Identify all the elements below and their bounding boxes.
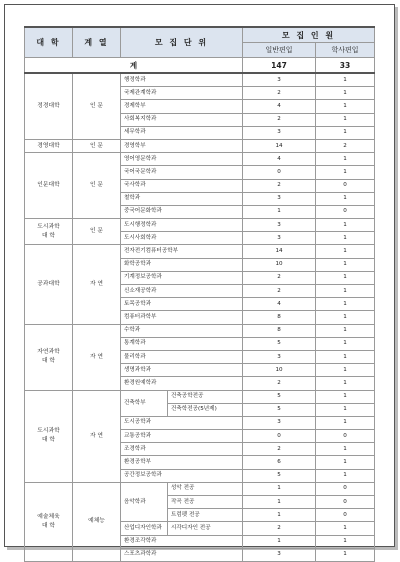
bachelor-count: 1 xyxy=(316,258,375,271)
major-cell: 통계학과 xyxy=(121,337,243,350)
general-count: 1 xyxy=(243,535,316,548)
bachelor-count: 1 xyxy=(316,126,375,139)
bachelor-count: 0 xyxy=(316,430,375,443)
college-cell: 도시과학 대 학 xyxy=(25,219,73,245)
bachelor-count: 1 xyxy=(316,232,375,245)
field-cell: 자 연 xyxy=(73,245,121,324)
bachelor-count: 1 xyxy=(316,390,375,403)
general-count: 14 xyxy=(243,139,316,152)
bachelor-count: 1 xyxy=(316,100,375,113)
major-cell: 교통공학과 xyxy=(121,430,243,443)
parent-major-cell: 음악학과 xyxy=(121,482,168,522)
general-count: 2 xyxy=(243,377,316,390)
field-cell: 인 문 xyxy=(73,73,121,139)
field-cell: 자 연 xyxy=(73,390,121,482)
major-cell: 영어영문학과 xyxy=(121,153,243,166)
college-cell: 경영대학 xyxy=(25,139,73,152)
general-count: 0 xyxy=(243,166,316,179)
field-cell: 예체능 xyxy=(73,482,121,561)
sub-major-cell: 작곡 전공 xyxy=(168,496,243,509)
header-general: 일반편입 xyxy=(243,43,316,58)
total-general: 147 xyxy=(243,58,316,74)
general-count: 5 xyxy=(243,390,316,403)
bachelor-count: 0 xyxy=(316,496,375,509)
bachelor-count: 2 xyxy=(316,139,375,152)
bachelor-count: 1 xyxy=(316,469,375,482)
bachelor-count: 1 xyxy=(316,285,375,298)
total-bachelor: 33 xyxy=(316,58,375,74)
sub-major-cell: 성악 전공 xyxy=(168,482,243,495)
bachelor-count: 1 xyxy=(316,416,375,429)
major-cell: 국어국문학과 xyxy=(121,166,243,179)
major-cell: 도시행정학과 xyxy=(121,219,243,232)
major-cell: 세무학과 xyxy=(121,126,243,139)
major-cell: 신소재공학과 xyxy=(121,285,243,298)
parent-major-cell: 건축학부 xyxy=(121,390,168,416)
college-cell: 도시과학 대 학 xyxy=(25,390,73,482)
general-count: 6 xyxy=(243,456,316,469)
bachelor-count: 1 xyxy=(316,377,375,390)
college-cell: 공과대학 xyxy=(25,245,73,324)
sub-major-cell: 트럼펫 전공 xyxy=(168,509,243,522)
bachelor-count: 1 xyxy=(316,87,375,100)
general-count: 4 xyxy=(243,153,316,166)
general-count: 2 xyxy=(243,522,316,535)
general-count: 14 xyxy=(243,245,316,258)
header-unit: 모 집 단 위 xyxy=(121,27,243,58)
bachelor-count: 1 xyxy=(316,337,375,350)
bachelor-count: 0 xyxy=(316,509,375,522)
general-count: 2 xyxy=(243,271,316,284)
general-count: 3 xyxy=(243,416,316,429)
bachelor-count: 0 xyxy=(316,179,375,192)
major-cell: 수학과 xyxy=(121,324,243,337)
field-cell: 인 문 xyxy=(73,219,121,245)
major-cell: 경영학부 xyxy=(121,139,243,152)
general-count: 2 xyxy=(243,285,316,298)
header-bachelor: 학사편입 xyxy=(316,43,375,58)
major-cell: 생명과학과 xyxy=(121,364,243,377)
general-count: 2 xyxy=(243,443,316,456)
bachelor-count: 1 xyxy=(316,364,375,377)
major-cell: 사회복지학과 xyxy=(121,113,243,126)
bachelor-count: 1 xyxy=(316,548,375,561)
sub-major-cell: 건축공학전공 xyxy=(168,390,243,403)
header-field: 계 열 xyxy=(73,27,121,58)
major-cell: 스포츠과학과 xyxy=(121,548,243,561)
major-cell: 중국어문화학과 xyxy=(121,205,243,218)
general-count: 2 xyxy=(243,113,316,126)
bachelor-count: 1 xyxy=(316,166,375,179)
major-cell: 철학과 xyxy=(121,192,243,205)
general-count: 1 xyxy=(243,496,316,509)
major-cell: 공간정보공학과 xyxy=(121,469,243,482)
general-count: 1 xyxy=(243,205,316,218)
college-cell: 자연과학 대 학 xyxy=(25,324,73,390)
general-count: 3 xyxy=(243,73,316,87)
major-cell: 국제관계학과 xyxy=(121,87,243,100)
major-cell: 환경원예학과 xyxy=(121,377,243,390)
bachelor-count: 1 xyxy=(316,153,375,166)
general-count: 5 xyxy=(243,469,316,482)
bachelor-count: 1 xyxy=(316,443,375,456)
general-count: 3 xyxy=(243,192,316,205)
general-count: 4 xyxy=(243,298,316,311)
total-label: 계 xyxy=(25,58,243,74)
general-count: 1 xyxy=(243,482,316,495)
general-count: 8 xyxy=(243,311,316,324)
major-cell: 화학공학과 xyxy=(121,258,243,271)
bachelor-count: 1 xyxy=(316,535,375,548)
general-count: 3 xyxy=(243,126,316,139)
major-cell: 환경조각학과 xyxy=(121,535,243,548)
bachelor-count: 1 xyxy=(316,113,375,126)
major-cell: 환경공학부 xyxy=(121,456,243,469)
college-cell: 정경대학 xyxy=(25,73,73,139)
major-cell: 경제학부 xyxy=(121,100,243,113)
major-cell: 물리학과 xyxy=(121,350,243,363)
sub-major-cell: 건축학전공(5년제) xyxy=(168,403,243,416)
major-cell: 국사학과 xyxy=(121,179,243,192)
general-count: 10 xyxy=(243,364,316,377)
major-cell: 도시사회학과 xyxy=(121,232,243,245)
general-count: 5 xyxy=(243,403,316,416)
general-count: 3 xyxy=(243,548,316,561)
general-count: 4 xyxy=(243,100,316,113)
bachelor-count: 0 xyxy=(316,205,375,218)
header-college: 대 학 xyxy=(25,27,73,58)
bachelor-count: 1 xyxy=(316,298,375,311)
field-cell: 자 연 xyxy=(73,324,121,390)
bachelor-count: 1 xyxy=(316,245,375,258)
general-count: 3 xyxy=(243,350,316,363)
bachelor-count: 1 xyxy=(316,73,375,87)
bachelor-count: 1 xyxy=(316,324,375,337)
major-cell: 조경학과 xyxy=(121,443,243,456)
major-cell: 도시공학과 xyxy=(121,416,243,429)
bachelor-count: 1 xyxy=(316,350,375,363)
general-count: 10 xyxy=(243,258,316,271)
major-cell: 토목공학과 xyxy=(121,298,243,311)
general-count: 1 xyxy=(243,509,316,522)
general-count: 8 xyxy=(243,324,316,337)
bachelor-count: 1 xyxy=(316,311,375,324)
general-count: 3 xyxy=(243,219,316,232)
college-cell: 예술체육 대 학 xyxy=(25,482,73,561)
recruitment-table xyxy=(24,26,375,562)
header-recruit: 모 집 인 원 xyxy=(243,27,375,43)
bachelor-count: 0 xyxy=(316,482,375,495)
general-count: 5 xyxy=(243,337,316,350)
major-cell: 컴퓨터과학부 xyxy=(121,311,243,324)
general-count: 0 xyxy=(243,430,316,443)
major-cell: 기계정보공학과 xyxy=(121,271,243,284)
general-count: 3 xyxy=(243,232,316,245)
general-count: 2 xyxy=(243,87,316,100)
field-cell: 인 문 xyxy=(73,153,121,219)
general-count: 2 xyxy=(243,179,316,192)
bachelor-count: 1 xyxy=(316,522,375,535)
bachelor-count: 1 xyxy=(316,219,375,232)
bachelor-count: 1 xyxy=(316,456,375,469)
college-cell: 인문대학 xyxy=(25,153,73,219)
field-cell: 인 문 xyxy=(73,139,121,152)
sub-major-cell: 시각디자인 전공 xyxy=(168,522,243,535)
bachelor-count: 1 xyxy=(316,271,375,284)
bachelor-count: 1 xyxy=(316,192,375,205)
parent-major-cell: 산업디자인학과 xyxy=(121,522,168,535)
major-cell: 행정학과 xyxy=(121,73,243,87)
bachelor-count: 1 xyxy=(316,403,375,416)
major-cell: 전자전기컴퓨터공학부 xyxy=(121,245,243,258)
